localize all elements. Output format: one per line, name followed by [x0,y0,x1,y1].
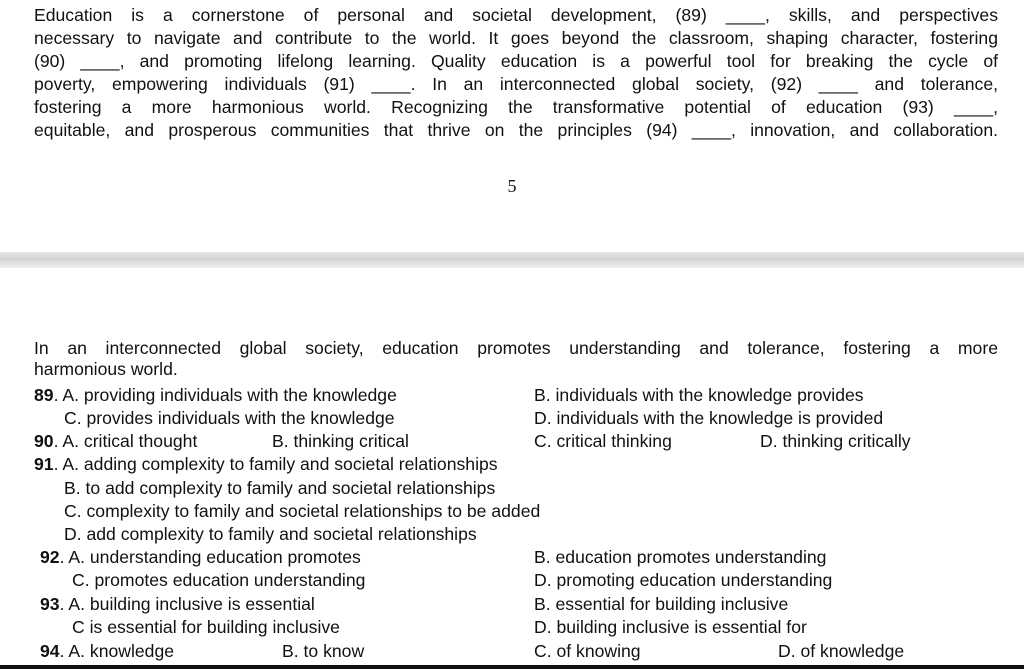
question-94-option-d: D. of knowledge [778,641,905,661]
intro-text [34,338,998,380]
question-93-option-a: 93. A. building inclusive is essential [40,594,315,614]
question-94-option-c: C. of knowing [534,641,641,661]
intro-line: In an interconnected global society, education promotes understanding and tolerance, fostering a more [34,338,998,358]
question-91-option-c: C. complexity to family and societal relationships to be added [64,501,541,521]
passage-line: (90) ____, and promoting lifelong learning. Quality education is a powerful tool for breaking the cycle of [34,51,998,71]
question-93-option-d: D. building inclusive is essential for [534,617,807,637]
question-93-option-b: B. essential for building inclusive [534,594,789,614]
question-92-option-b: B. education promotes understanding [534,547,827,567]
question-94-option-b: B. to know [282,641,365,661]
question-90-option-b: B. thinking critical [272,431,409,451]
page-separator [0,252,1024,268]
question-90-option-c: C. critical thinking [534,431,672,451]
passage-line: Education is a cornerstone of personal and societal development, (89) ____, skills, and perspectives [34,5,998,25]
question-number: 91 [34,454,54,474]
question-number: 92 [40,547,60,567]
question-91-option-b: B. to add complexity to family and societal relationships [64,478,496,498]
question-number: 89 [34,385,54,405]
bottom-edge [0,665,1024,669]
upper-page [0,0,1024,252]
passage-line: poverty, empowering individuals (91) ____. In an interconnected global society, (92) ____ and tolerance, [34,74,998,94]
question-89-option-a: 89. A. providing individuals with the knowledge [34,385,397,405]
page-number: 5 [507,176,517,196]
question-number: 93 [40,594,60,614]
passage-line: fostering a more harmonious world. Recognizing the transformative potential of education (93) ____, [34,97,998,117]
question-91-option-d: D. add complexity to family and societal relationships [64,524,477,544]
question-number: 90 [34,431,54,451]
intro-line: harmonious world. [34,359,178,379]
question-89-option-b: B. individuals with the knowledge provides [534,385,864,405]
passage-line: necessary to navigate and contribute to the world. It goes beyond the classroom, shaping character, fostering [34,28,998,48]
passage-line: equitable, and prosperous communities that thrive on the principles (94) ____, innovation, and collaboration. [34,120,998,140]
question-89-option-c: C. provides individuals with the knowledge [64,408,395,428]
cloze-passage [34,4,998,142]
question-90-option-a: 90. A. critical thought [34,431,198,451]
question-92-option-a: 92. A. understanding education promotes [40,547,361,567]
question-93-option-c: C is essential for building inclusive [72,617,340,637]
question-91-option-a: 91. A. adding complexity to family and societal relationships [34,454,498,474]
question-94-option-a: 94. A. knowledge [40,641,175,661]
question-number: 94 [40,641,60,661]
question-92-option-d: D. promoting education understanding [534,570,833,590]
question-90-option-d: D. thinking critically [760,431,911,451]
question-89-option-d: D. individuals with the knowledge is provided [534,408,884,428]
question-92-option-c: C. promotes education understanding [72,570,366,590]
